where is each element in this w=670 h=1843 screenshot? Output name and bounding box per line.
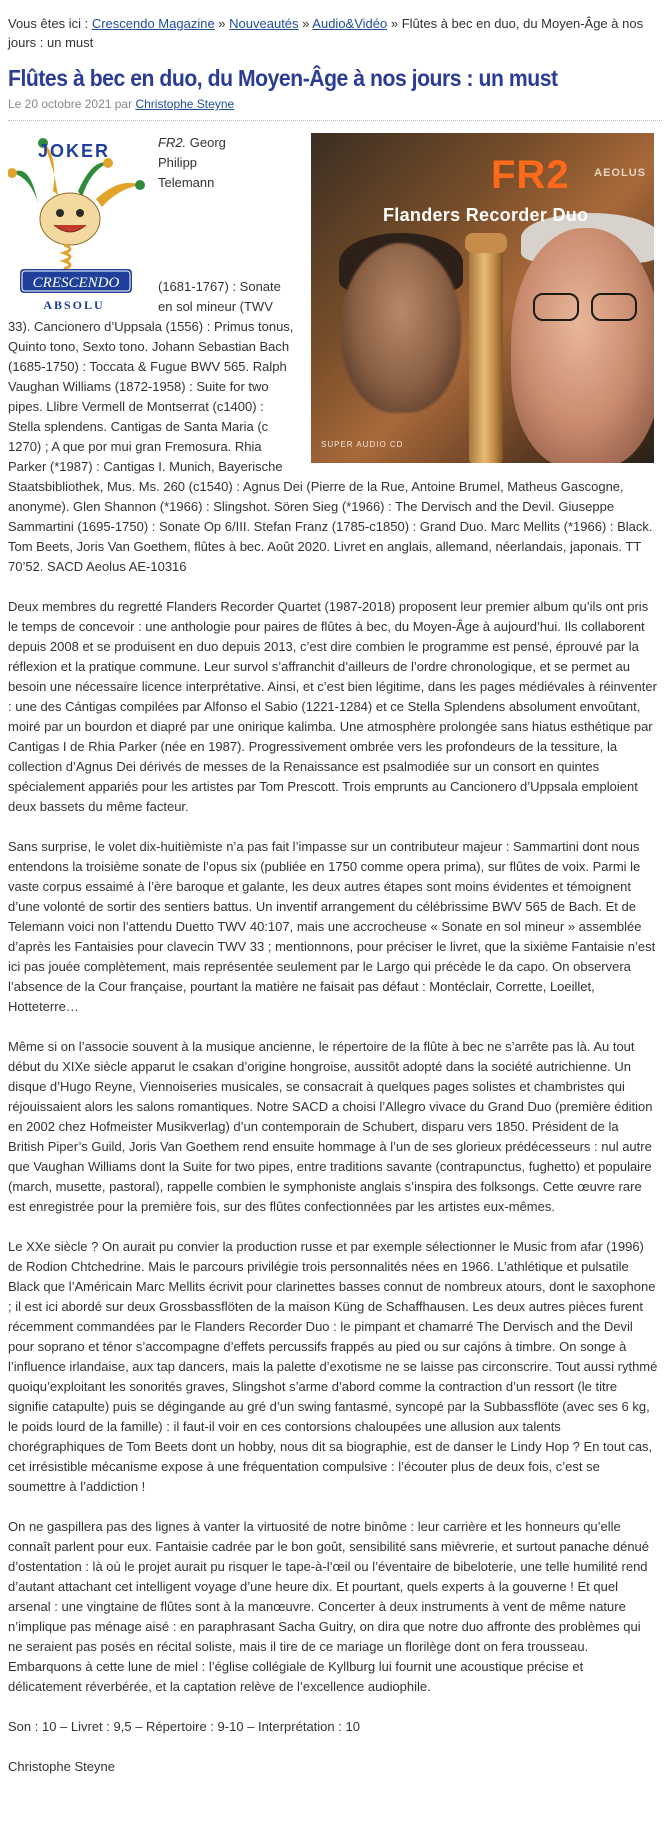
album-intro [8, 133, 656, 577]
cover-subtitle: Flanders Recorder Duo [383, 205, 589, 225]
breadcrumb-link-home[interactable]: Crescendo Magazine [91, 16, 215, 31]
article-author-link[interactable]: Christophe Steyne [135, 97, 235, 111]
joker-crescendo-logo [8, 133, 148, 311]
article-paragraph: Sans surprise, le volet dix-huitièmiste n’a pas fait l’impasse sur un contributeur majeur : Sammartini dont nous entendons la troisième sonate de l’opus six (publiée en 1750 comme opera prima), sur flûtes de voix. Parmi le vaste corpus essaimé à l’ère baroque et galante, les deux autres étapes sont moins évidentes et témoignent d’une volonté de sortir des sentiers battus. Un inventif arrangement du célébrissime BWV 565 de Bach. Et de Telemann voici non l’attendu Duetto TWV 40:107, mais une accrocheuse « Sonate en sol mineur » assemblée d’après les Fantaisies pour clavecin TWV 33 ; mentionnons, pour préciser le livret, que la sixième Fantaisie n’est ici pas jouée complètement, mais représentée seulement par le Largo qui précède le da capo. On observera l’absence de la Cour française, pourtant la matière ne faisait pas défaut : Montéclair, Corrette, Loeillet, Hotteterre… [8, 839, 656, 1014]
breadcrumb-link-nouveautes[interactable]: Nouveautés [229, 16, 299, 31]
breadcrumb-separator: » [214, 16, 230, 31]
cover-title: FR2 [491, 153, 570, 197]
article-paragraph: Deux membres du regretté Flanders Recorder Quartet (1987-2018) proposent leur premier album qu’ils ont pris le temps de concevoir : une anthologie pour paires de flûtes à bec, du Moyen-Âge à aujourd’hui. Ils collaborent depuis 2008 et se produisent en duo depuis 2013, c’est dire combien le programme est pensé, éprouvé par la réflexion et la pratique commune. Leur survol s’affranchit d’ailleurs de l’ordre chronologique, et se permet au besoin une nécessaire licence interprétative. Ainsi, et c’est bien légitime, dans les pages médiévales à réinventer : une des Cántigas compilées par Alfonso el Sabio (1221-1284) et ce Stella Splendens absolument envoûtant, moiré par un bourdon et diapré par une onirique kalimba. Une atmosphère prolongée sans hiatus esthétique par Cantigas I de Rhia Parker (née en 1987). Progressivement ombrée vers les profondeurs de la tessiture, la collection d’Agnus Dei dérivés de messes de la Renaissance est psalmodiée sur un consort en quintes spécialement appariés pour les artistes par Tom Prescott. Trois emprunts au Cancionero d’Uppsala emploient deux bassets du même facteur. [8, 599, 657, 814]
logo-joker-text: JOKER [37, 141, 111, 161]
album-cover-image [311, 133, 654, 463]
review-signature: Christophe Steyne [8, 1759, 115, 1774]
article-title: Flûtes à bec en duo, du Moyen-Âge à nos jours : un must [8, 65, 558, 91]
logo-absolu-text: ABSOLU [43, 298, 105, 311]
review-score: Son : 10 – Livret : 9,5 – Répertoire : 9-10 – Interprétation : 10 [8, 1719, 360, 1734]
cover-label: AEOLUS [594, 167, 646, 179]
album-tracklist-text: (1681-1767) : Sonate en sol mineur (TWV 33). Cancionero d’Uppsala (1556) : Primus tonus, Quinto tono, Sexto tono. Johann Sebastian Bach (1685-1750) : Toccata & Fugue BWV 565. Ralph Vaughan Williams (1872-1958) : Suite for two pipes. Llibre Vermell de Montserrat (c1400) : Stella splendens. Cantigas de Santa Maria (c 1270) ; A que por mui gran Fremosura. Rhia Parker (*1987) : Cantigas I. Munich, Bayerische Staatsbibliothek, Mus. Ms. 260 (c1540) : Agnus Dei (Pierre de la Rue, Antoine Brumel, Matheus Gascogne, anonyme). Glen Shannon (*1966) : Slingshot. Sören Sieg (*1966) : The Dervisch and the Devil. Giuseppe Sammartini (1695-1750) : Sonate Op 6/III. Stefan Franz (1785-c1850) : Grand Duo. Marc Mellits (*1966) : Black. Tom Beets, Joris Van Goethem, flûtes à bec. Août 2020. Livret en anglais, allemand, néerlandais, japonais. TT 70’52. SACD Aeolus AE-10316 [8, 279, 653, 574]
article-date: Le 20 octobre 2021 par [8, 97, 136, 111]
joker-jester-icon [8, 133, 148, 311]
album-head: FR2. Georg Philipp Telemann [158, 135, 226, 190]
breadcrumb-separator: » [298, 16, 313, 31]
article-paragraph: On ne gaspillera pas des lignes à vanter la virtuosité de notre binôme : leur carrière et les honneurs qu’elle connaît parlent pour eux. Fantaisie cadrée par le bon goût, sensibilité sans mièvrerie, et surtout panache dénué d’ostentation : là où le projet aurait pu risquer le tape-à-l’œil ou l’éventaire de bibeloterie, une telle humilité rend d’autant attachant cet intelligent voyage d’une heure dix. Et pourtant, quels experts à la gouverne ! Et quel arsenal : une vingtaine de flûtes sont à la manœuvre. Concerter à deux instruments à vent de même nature n’implique pas ménage aisé : en paraphrasant Sacha Guitry, on dira que notre duo affronte des problèmes qui ne seraient pas posés en récital soliste, mais il tire de ce mariage un florilège dont on fera trousseau. Embarquons à cette lune de miel : l’église collégiale de Kyllburg lui fournit une acoustique précise et délicatement réverbérée, et la captation relève de l’excellence audiophile. [8, 1519, 650, 1694]
breadcrumb [8, 14, 648, 52]
recorder-icon [469, 233, 503, 463]
breadcrumb-prefix: Vous êtes ici : [8, 16, 92, 31]
article-meta [8, 96, 662, 121]
breadcrumb-separator: » [387, 16, 402, 31]
breadcrumb-current: Flûtes à bec en duo, du Moyen-Âge à nos jours : un must [8, 16, 644, 50]
article-paragraph: Le XXe siècle ? On aurait pu convier la production russe et par exemple sélectionner le Music from afar (1996) de Rodion Chtchedrine. Mais le parcours privilégie trois personnalités nées en 1966. L’athlétique et pulsatile Black que l’Américain Marc Mellits écrivit pour clarinettes basses connut de nombreux atours, dont le saxophone ; il est ici abordé sur deux Grossbassflöten de la maison Küng de Schaffhausen. Les deux autres pièces furent récemment commandées par le Flanders Recorder Duo : le pimpant et chamarré The Dervisch and the Devil pour soprano et ténor s’accompagne d’effets percussifs frappés au pied ou sur cajóns à timbre. On songe à l’influence irlandaise, aux tap dancers, mais la palette d’exotisme ne se laisse pas circonscrire. Tout aussi rythmé quoiqu’exploitant les sonorités graves, Slingshot s’arme d’abord comme la contraction d’un ressort (le titre signifie catapulte) puis se dégingande au gré d’un swing fantasmé, syncopé par la Subbassflöte (avec ses 6 kg, le poids lourd de la famille) : il faut-il voir en ces contorsions chaloupées une allusion aux talents chorégraphiques de Tom Beets dont un hobby, nous dit sa biographie, est de danser le Lindy Hop ? En tout cas, cet irrésistible mécanisme expose à une fréquentation compulsive : l’écouter plus de deux fois, c’est se soumettre à l’addiction ! [8, 1239, 658, 1494]
article-body [8, 597, 662, 1777]
article-paragraph: Même si on l’associe souvent à la musique ancienne, le répertoire de la flûte à bec ne s’arrête pas là. Au tout début du XIXe siècle apparut le csakan d’origine hongroise, aussitôt adopté dans la société autrichienne. Un disque d’Hugo Reyne, Viennoiseries musicales, se consacrait à quelques pages solistes et chambristes qui réjouissaient alors les salons romantiques. Notre SACD a choisi l’Allegro vivace du Grand Duo (première édition en 2002 chez Hofmeister Musikverlag) d’un contemporain de Schubert, disparu vers 1850. Président de la British Piper’s Guild, Joris Van Goethem rend ensuite hommage à l’un de ses glorieux prédécesseurs : nul autre que Vaughan Williams dont la Suite for two pipes, entre traditions savante (contrapunctus, fughetto) et populaire (march, musette, pastoral), rappelle combien le symphoniste anglais s’inspira des folksongs. Cette œuvre rare est enregistrée pour la première fois, sur des flûtes confectionnées par les artistes eux-mêmes. [8, 1039, 653, 1214]
logo-crescendo-text: CRESCENDO [32, 275, 120, 291]
breadcrumb-link-audio-video[interactable]: Audio&Vidéo [312, 16, 388, 31]
cover-format: SUPER AUDIO CD [321, 440, 404, 449]
